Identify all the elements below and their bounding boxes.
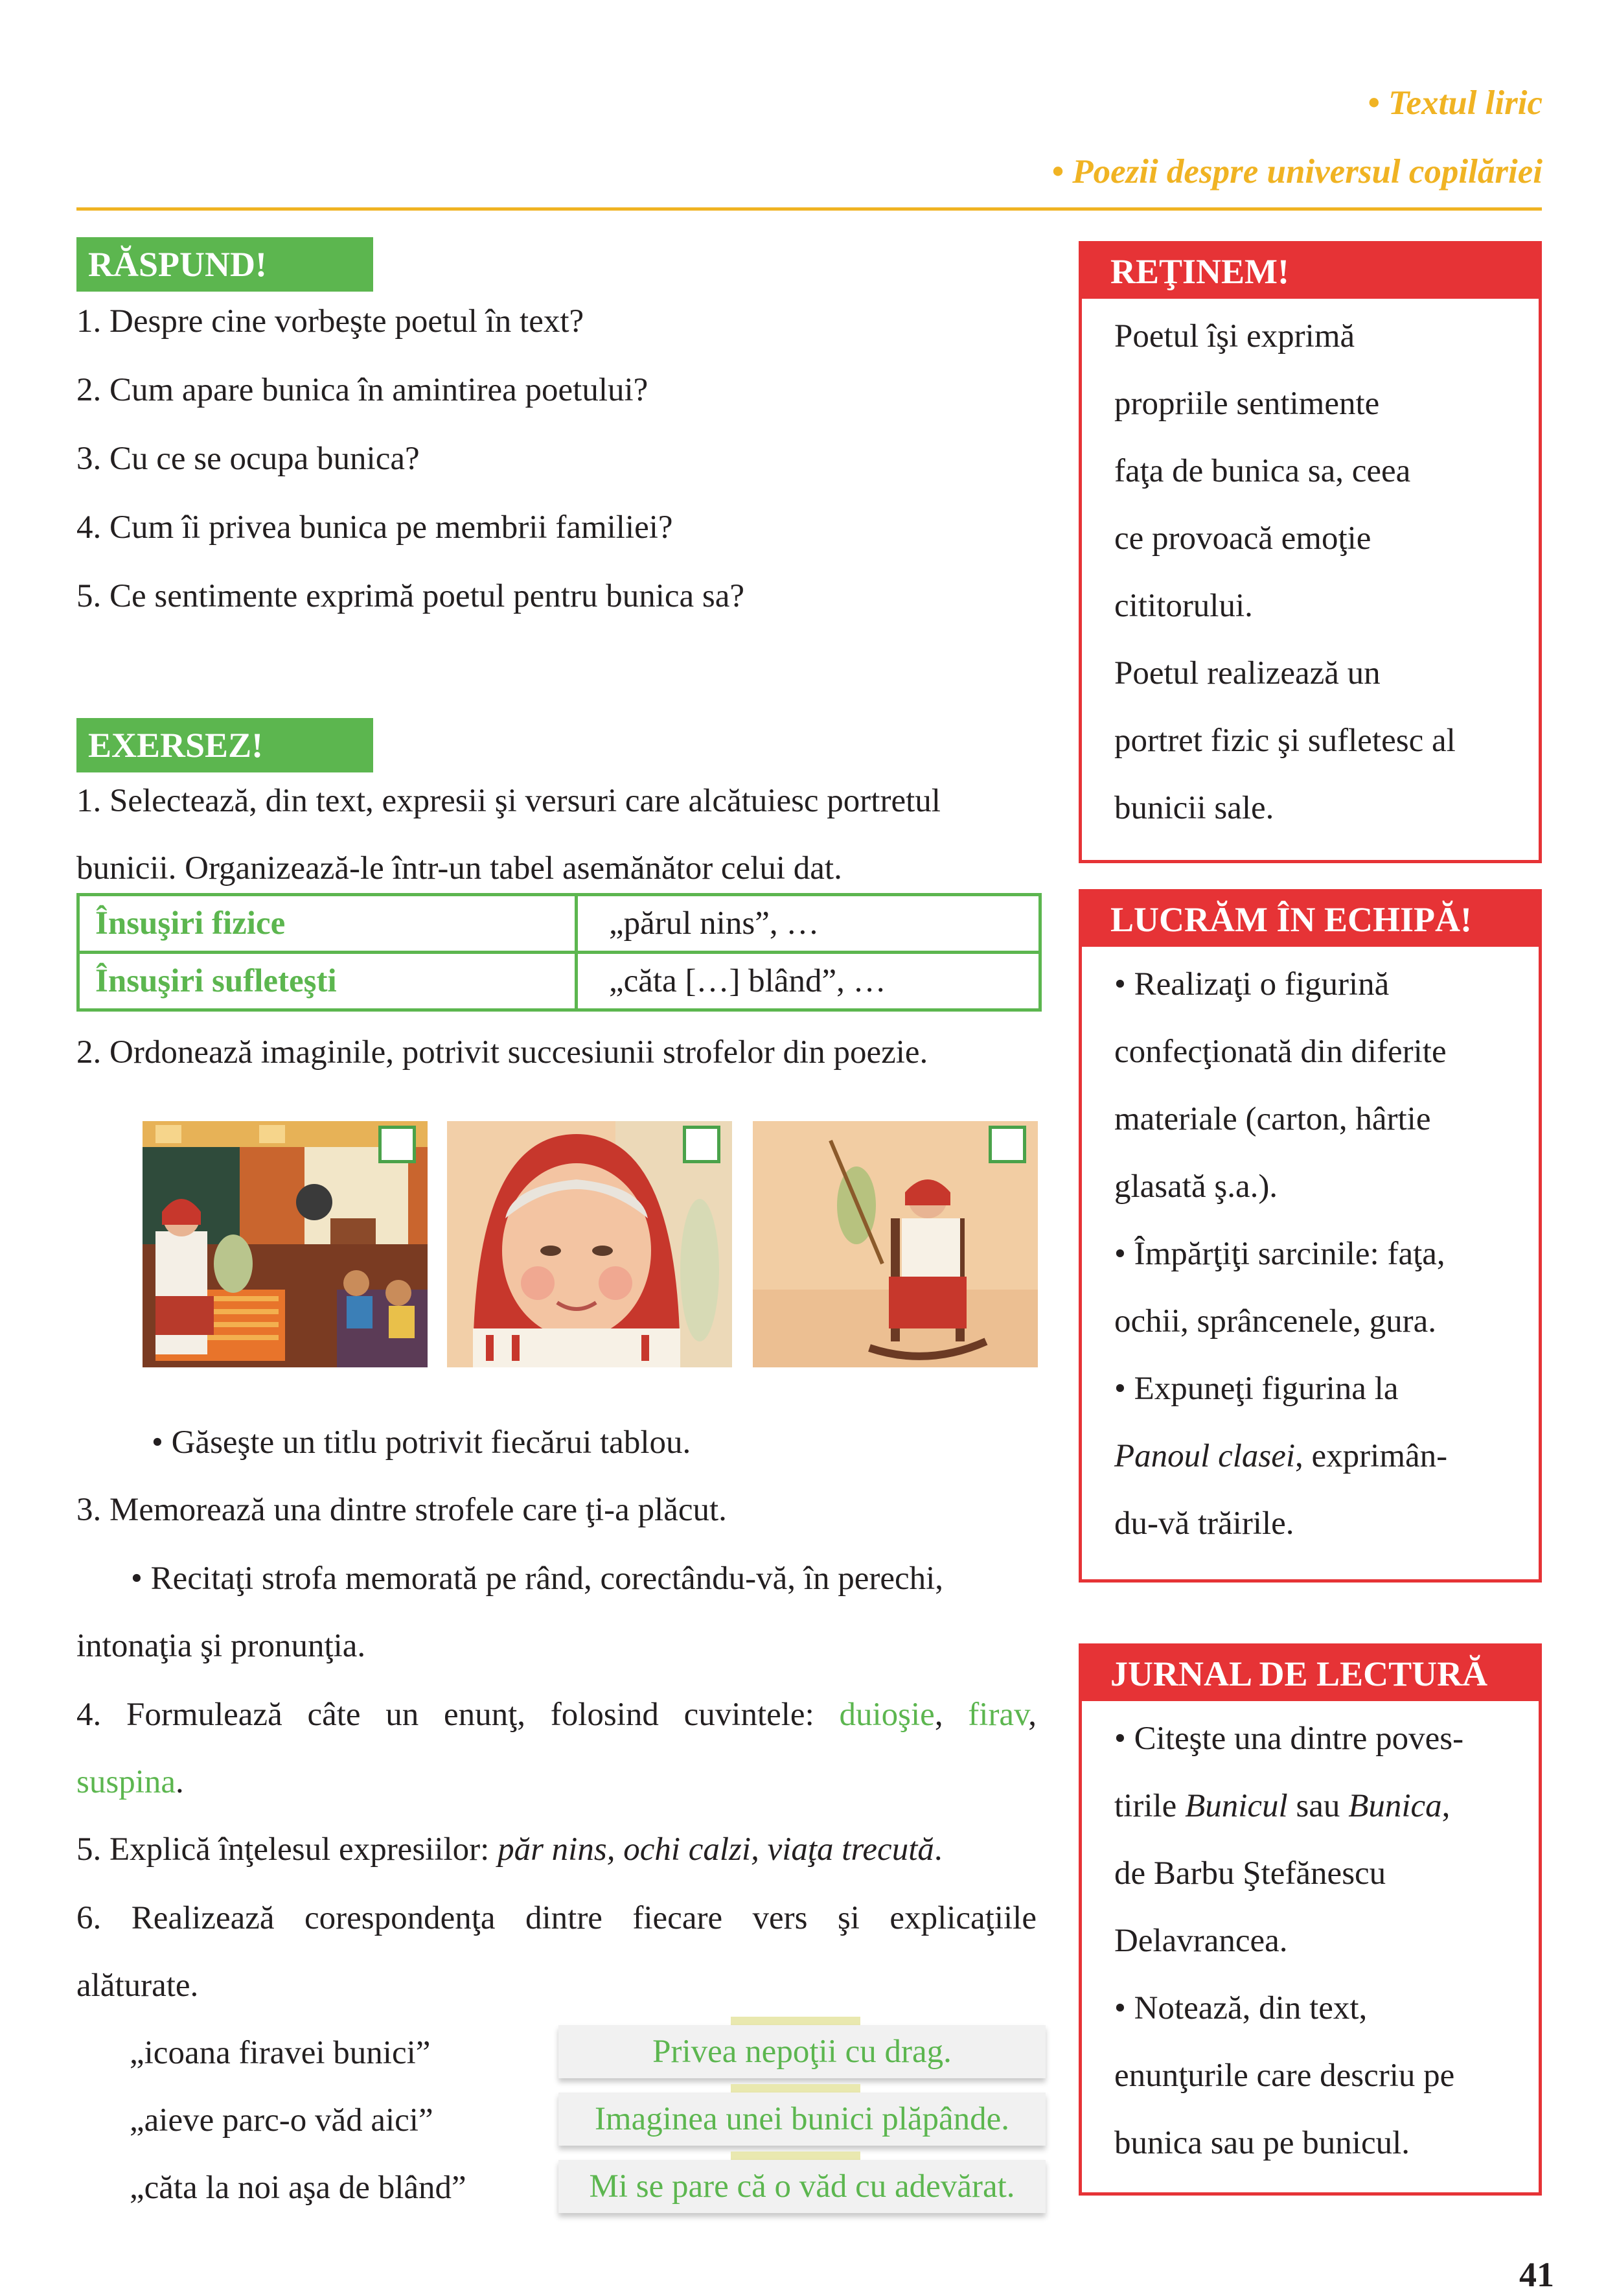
echipa-line: ochii, sprâncenele, gura. [1114, 1303, 1437, 1339]
retinem-line: cititorului. [1114, 588, 1253, 624]
question-3: 3. Cu ce se ocupa bunica? [76, 441, 420, 477]
echipa-line: materiale (carton, hârtie [1114, 1101, 1431, 1137]
word-firav: firav [968, 1697, 1029, 1733]
retinem-line: Poetul îşi exprimă [1114, 318, 1355, 354]
echipa-line: confecţionată din diferite [1114, 1034, 1447, 1070]
exercise-3-bullet-line2: intonaţia şi pronunţia. [76, 1628, 366, 1664]
retinem-line: ce provoacă emoţie [1114, 520, 1371, 557]
echipa-line: glasată ş.a.). [1114, 1168, 1278, 1205]
header-divider [76, 207, 1542, 211]
raspund-label: RĂSPUND! [76, 237, 373, 292]
jurnal-line: Delavrancea. [1114, 1923, 1288, 1959]
exercise-1-line2: bunicii. Organizează-le într-un tabel asemănător celui dat. [76, 850, 842, 887]
table-value-soul: „căta […] blând”, … [609, 963, 886, 999]
echipa-title: LUCRĂM ÎN ECHIPĂ! [1082, 892, 1539, 947]
echipa-line: • Expuneţi figurina la [1114, 1371, 1399, 1407]
table-row [80, 951, 1038, 1008]
retinem-line: Poetul realizează un [1114, 655, 1381, 691]
table-label-physical: Însuşiri fizice [80, 896, 578, 951]
table-row [80, 896, 1038, 951]
verse-3: „căta la noi aşa de blând” [130, 2170, 466, 2206]
jurnal-title: JURNAL DE LECTURĂ [1082, 1647, 1539, 1701]
retinem-title: REŢINEM! [1082, 244, 1539, 299]
retinem-line: faţa de bunica sa, ceea [1114, 453, 1411, 489]
echipa-line: du-vă trăirile. [1114, 1505, 1294, 1542]
jurnal-line: tirile Bunicul sau Bunica, [1114, 1788, 1451, 1824]
exercise-2-bullet: • Găseşte un titlu potrivit fiecărui tablou. [152, 1424, 691, 1461]
question-4: 4. Cum îi privea bunica pe membrii familiei? [76, 509, 673, 546]
retinem-line: portret fizic şi sufletesc al [1114, 723, 1456, 759]
question-2: 2. Cum apare bunica în amintirea poetului? [76, 372, 648, 408]
jurnal-line: • Citeşte una dintre poves- [1114, 1721, 1464, 1757]
table-value-physical: „părul nins”, … [609, 905, 820, 942]
exercise-4-line1: 4. Formulează câte un enunţ, folosind cuvintele: duioşie, firav, [76, 1697, 1037, 1733]
exersez-label: EXERSEZ! [76, 718, 373, 772]
echipa-line: Panoul clasei, exprimân- [1114, 1438, 1448, 1474]
jurnal-line: de Barbu Ştefănescu [1114, 1855, 1386, 1892]
question-5: 5. Ce sentimente exprimă poetul pentru bunica sa? [76, 578, 745, 614]
panoul-clasei: Panoul clasei [1114, 1438, 1296, 1474]
explanation-note-2[interactable]: Imaginea unei bunici plăpânde. [558, 2093, 1046, 2146]
order-checkbox-2[interactable] [683, 1126, 720, 1163]
exercise-2: 2. Ordonează imaginile, potrivit succesiunii strofelor din poezie. [76, 1034, 928, 1071]
exercise-1-line1: 1. Selectează, din text, expresii şi versuri care alcătuiesc portretul [76, 783, 941, 819]
exercise-6-line1: 6. Realizează corespondenţa dintre fiecare vers şi explicaţiile [76, 1900, 1037, 1936]
book-title-bunicul: Bunicul [1185, 1788, 1288, 1824]
exercise-5: 5. Explică înţelesul expresiilor: păr nins, ochi calzi, viaţa trecută. [76, 1831, 943, 1868]
echipa-line: • Împărţiţi sarcinile: faţa, [1114, 1236, 1445, 1272]
exercise-5-expressions: păr nins, ochi calzi, viaţa trecută [498, 1831, 934, 1868]
echipa-line: • Realizaţi o figurină [1114, 966, 1390, 1003]
exercise-6-line2: alăturate. [76, 1967, 199, 2004]
jurnal-line: • Notează, din text, [1114, 1990, 1368, 2026]
jurnal-box [1079, 1643, 1542, 2196]
order-checkbox-3[interactable] [989, 1126, 1026, 1163]
word-suspina: suspina [76, 1764, 176, 1800]
order-checkbox-1[interactable] [378, 1126, 416, 1163]
explanation-note-1[interactable]: Privea nepoţii cu drag. [558, 2025, 1046, 2078]
exercise-4-line2: suspina. [76, 1764, 184, 1800]
table-label-soul: Însuşiri sufleteşti [80, 954, 578, 1008]
exercise-3: 3. Memorează una dintre strofele care ţi-a plăcut. [76, 1492, 727, 1528]
header-topic: • Textul liric [1368, 84, 1543, 122]
jurnal-line: enunţurile care descriu pe [1114, 2058, 1455, 2094]
portrait-table [76, 893, 1042, 1012]
header-subtopic: • Poezii despre universul copilăriei [1051, 153, 1543, 191]
jurnal-line: bunica sau pe bunicul. [1114, 2125, 1410, 2161]
page-number: 41 [1519, 2255, 1554, 2294]
book-title-bunica: Bunica [1348, 1788, 1442, 1824]
retinem-box [1079, 241, 1542, 863]
verse-1: „icoana firavei bunici” [130, 2035, 431, 2071]
verse-2: „aieve parc-o văd aici” [130, 2102, 433, 2139]
echipa-box [1079, 889, 1542, 1583]
word-duiosie: duioşie [839, 1697, 935, 1733]
retinem-line: bunicii sale. [1114, 790, 1274, 826]
retinem-line: propriile sentimente [1114, 386, 1380, 422]
explanation-note-3[interactable]: Mi se pare că o văd cu adevărat. [558, 2160, 1046, 2213]
question-1: 1. Despre cine vorbeşte poetul în text? [76, 303, 584, 340]
exercise-3-bullet-line1: • Recitaţi strofa memorată pe rând, corectându-vă, în perechi, [131, 1560, 944, 1597]
